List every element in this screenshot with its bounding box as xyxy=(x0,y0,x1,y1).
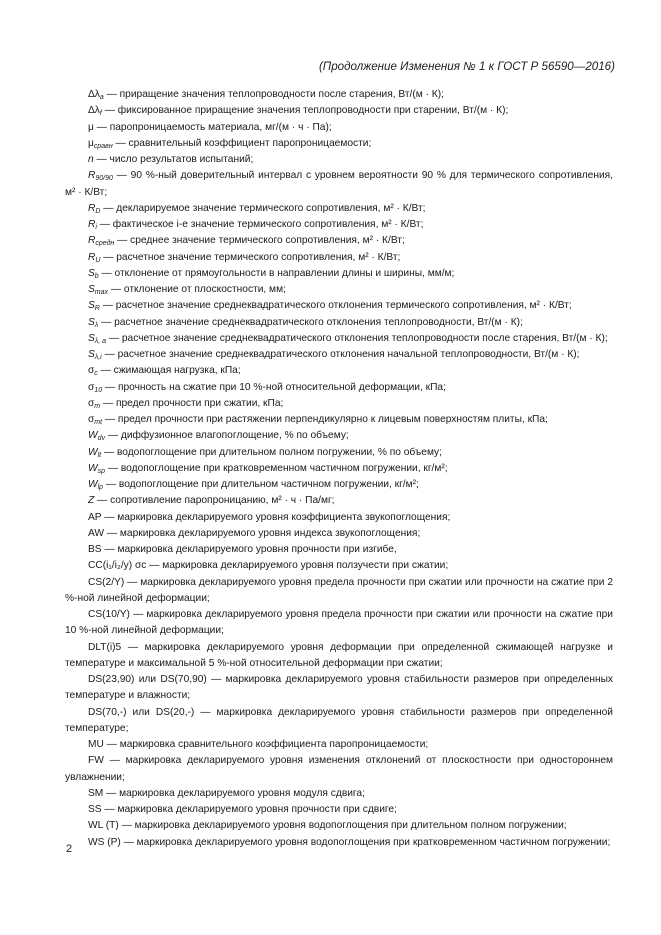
definition-symbol: Z xyxy=(88,495,95,507)
definition-item xyxy=(65,233,613,249)
definition-item xyxy=(65,282,613,298)
definition-symbol: W xyxy=(88,479,98,490)
definition-item xyxy=(65,607,613,640)
definition-symbol: AP xyxy=(88,511,102,523)
definition-text: — отклонение от прямоугольности в направлении длины и ширины, мм/м; xyxy=(98,267,455,279)
definition-item xyxy=(65,347,613,363)
definition-text: — паропроницаемость материала, мг/(м · ч · Па); xyxy=(93,121,332,133)
definition-text: — маркировка сравнительного коэффициента паропроницаемости; xyxy=(103,739,429,750)
definition-subscript: lp xyxy=(97,484,104,491)
definition-subscript: i xyxy=(95,224,97,231)
definition-text: — расчетное значение среднеквадратического отклонения теплопроводности после старения, Вт/(м · К); xyxy=(106,332,608,344)
definition-subscript: a xyxy=(99,94,104,101)
definition-symbol: S xyxy=(88,284,95,295)
definition-item xyxy=(65,266,613,282)
definition-text: — маркировка декларируемого уровня водопоглощения при длительном полном погружении; xyxy=(118,820,567,832)
definition-text: — маркировка декларируемого уровня стабильности размеров при определенной температуре; xyxy=(65,706,613,734)
definition-subscript: U xyxy=(95,256,101,264)
definition-item xyxy=(65,168,613,201)
definition-text: — 90 %-ный доверительный интервал с уровнем вероятности 90 % для термического сопротивления, м² · К/Вт; xyxy=(65,170,613,198)
definition-item xyxy=(65,705,613,738)
definition-subscript: λ xyxy=(94,321,99,329)
definition-symbol: MU xyxy=(88,739,104,750)
definition-symbol: μ xyxy=(88,121,94,133)
definition-item xyxy=(65,672,613,705)
definition-text: — маркировка декларируемого уровня предела прочности при сжатии или прочности на сжатие при 2 %-ной линейной деформации; xyxy=(65,576,613,604)
definition-text: — фактическое i-е значение термического сопротивления, м² · К/Вт; xyxy=(96,219,424,230)
definition-symbol: R xyxy=(88,235,96,247)
definition-symbol: AW xyxy=(88,527,105,539)
definition-item xyxy=(65,640,613,673)
definition-symbol: CS(10/Y) xyxy=(88,609,130,620)
definition-item xyxy=(65,380,613,396)
definition-text: — предел прочности при сжатии, кПа; xyxy=(100,397,284,409)
definition-item xyxy=(65,103,613,119)
definition-symbol: CC(i₁/i₂/y) σc xyxy=(88,560,147,572)
definition-symbol: WL (T) xyxy=(88,820,119,832)
definition-symbol: R xyxy=(88,170,96,182)
definition-symbol: FW xyxy=(88,755,104,767)
definition-subscript: λ, a xyxy=(94,337,107,345)
definition-item xyxy=(65,201,613,217)
definition-subscript: c xyxy=(94,370,98,378)
definition-symbol: S xyxy=(88,316,95,328)
definition-subscript: dv xyxy=(97,435,106,443)
definition-item xyxy=(65,526,613,542)
definition-subscript: λ,i xyxy=(94,354,102,361)
definition-text: — маркировка декларируемого уровня водопоглощения при кратковременном частичном погружении; xyxy=(120,836,611,848)
definition-symbol: BS xyxy=(88,544,102,555)
definition-symbol: SS xyxy=(88,804,102,815)
definition-symbol: R xyxy=(88,202,96,214)
definition-subscript: сравн xyxy=(93,142,113,150)
definition-item xyxy=(65,737,613,753)
definition-symbol: DS(70,-) или DS(20,-) xyxy=(88,706,195,718)
definition-subscript: sp xyxy=(97,467,106,475)
definition-text: — маркировка декларируемого уровня изменения отклонений от плоскостности при одностороннем увлажнении; xyxy=(65,755,613,783)
definition-symbol: μ xyxy=(88,137,94,149)
definition-symbol: R xyxy=(88,251,96,263)
definition-text: — декларируемое значение термического сопротивления, м² · К/Вт; xyxy=(100,202,426,214)
definition-item xyxy=(65,558,613,574)
definition-symbol: S xyxy=(88,300,95,312)
definition-item xyxy=(65,315,613,331)
definition-item xyxy=(65,510,613,526)
definition-symbol: n xyxy=(88,154,94,165)
definition-item xyxy=(65,396,613,412)
definition-text: — водопоглощение при длительном частичном погружении, кг/м²; xyxy=(103,479,419,490)
definition-symbol: S xyxy=(88,332,95,344)
definition-text: — среднее значение термического сопротивления, м² · К/Вт; xyxy=(114,235,405,247)
page-number: 2 xyxy=(66,843,73,855)
definition-item xyxy=(65,493,613,509)
definition-subscript: lt xyxy=(97,451,102,459)
definition-text: — водопоглощение при кратковременном частичном погружении, кг/м²; xyxy=(105,462,448,474)
definition-subscript: m xyxy=(94,402,101,410)
definition-text: — маркировка декларируемого уровня ползучести при сжатии; xyxy=(146,560,449,572)
definition-text: — расчетное значение термического сопротивления, м² · К/Вт; xyxy=(100,251,401,263)
definition-text: — предел прочности при растяжении перпендикулярно к лицевым поверхностям плиты, кПа; xyxy=(102,414,548,425)
definition-symbol: σ xyxy=(88,414,95,425)
definition-item xyxy=(65,818,613,834)
definition-text: — маркировка декларируемого уровня модуля сдвига; xyxy=(103,787,365,799)
definition-text: — маркировка декларируемого уровня стабильности размеров при определенных температуре и влажности; xyxy=(65,674,613,702)
definition-text: — маркировка декларируемого уровня предела прочности при сжатии или прочности на сжатие при 10 %-ной линейной деформации; xyxy=(65,609,613,637)
definition-text: — сопротивление паропроницанию, м² · ч · Па/мг; xyxy=(94,495,335,507)
definition-symbol: R xyxy=(88,219,96,230)
definition-symbol: WS (P) xyxy=(88,836,121,848)
definition-text: — фиксированное приращение значения теплопроводности при старении, Вт/(м · К); xyxy=(101,105,509,117)
definition-subscript: средн xyxy=(95,240,115,248)
definition-subscript: 10 xyxy=(94,386,103,394)
definition-item xyxy=(65,786,613,802)
definition-text: — расчетное значение среднеквадратического отклонения теплопроводности, Вт/(м · К); xyxy=(98,316,523,328)
definition-subscript: 90/90 xyxy=(95,175,113,183)
definition-text: — маркировка декларируемого уровня прочности при изгибе, xyxy=(101,544,397,555)
definitions-list xyxy=(65,87,613,851)
definition-item xyxy=(65,835,613,851)
definition-item xyxy=(65,363,613,379)
definition-text: — отклонение от плоскостности, мм; xyxy=(108,284,286,295)
definition-text: — сжимающая нагрузка, кПа; xyxy=(97,365,241,377)
definition-text: — число результатов испытаний; xyxy=(93,154,254,165)
definition-subscript: f xyxy=(99,110,102,118)
definition-text: — диффузионное влагопоглощение, % по объему; xyxy=(105,430,349,442)
definition-symbol: W xyxy=(88,430,98,442)
definition-subscript: mt xyxy=(94,419,103,426)
definition-subscript: D xyxy=(95,207,101,215)
definition-item xyxy=(65,542,613,558)
definition-item xyxy=(65,445,613,461)
definition-symbol: σ xyxy=(88,381,95,393)
definition-text: — маркировка декларируемого уровня индекса звукопоглощения; xyxy=(104,527,421,539)
definition-subscript: b xyxy=(94,272,99,280)
definition-item xyxy=(65,136,613,152)
definition-item xyxy=(65,412,613,428)
definition-symbol: σ xyxy=(88,365,95,377)
definition-text: — маркировка декларируемого уровня прочности при сдвиге; xyxy=(101,804,397,815)
definition-text: — сравнительный коэффициент паропроницаемости; xyxy=(112,137,372,149)
definition-item xyxy=(65,87,613,103)
definition-text: — приращение значения теплопроводности после старения, Вт/(м · К); xyxy=(103,89,444,100)
definition-text: — прочность на сжатие при 10 %-ной относительной деформации, кПа; xyxy=(102,381,446,393)
definition-item xyxy=(65,575,613,608)
definition-item xyxy=(65,477,613,493)
definition-item xyxy=(65,331,613,347)
definition-item xyxy=(65,298,613,314)
definition-item xyxy=(65,428,613,444)
definition-symbol: Δλ xyxy=(88,89,100,100)
definition-symbol: S xyxy=(88,349,95,360)
definition-symbol: Δλ xyxy=(88,105,100,117)
definition-symbol: σ xyxy=(88,397,95,409)
running-header: (Продолжение Изменения № 1 к ГОСТ Р 56590—2016) xyxy=(318,60,615,73)
definition-subscript: max xyxy=(94,289,109,296)
definition-item xyxy=(65,802,613,818)
definition-symbol: W xyxy=(88,446,98,458)
definition-symbol: SM xyxy=(88,787,104,799)
definition-text: — расчетное значение среднеквадратического отклонения начальной теплопроводности, Вт/(м · К); xyxy=(101,349,580,360)
definition-text: — водопоглощение при длительном полном погружении, % по объему; xyxy=(101,446,442,458)
definition-text: — маркировка декларируемого уровня деформации при определенной сжимающей нагрузке и температуре и максимальной 5 %-ной относительной деформации при сжатии; xyxy=(65,641,613,669)
definition-subscript: R xyxy=(94,305,100,313)
definition-item xyxy=(65,753,613,786)
definition-symbol: S xyxy=(88,267,95,279)
definition-symbol: DS(23,90) или DS(70,90) xyxy=(88,674,207,685)
definition-symbol: W xyxy=(88,462,98,474)
definition-item xyxy=(65,217,613,233)
definition-text: — маркировка декларируемого уровня коэффициента звукопоглощения; xyxy=(101,511,451,523)
definition-symbol: DLT(i)5 xyxy=(88,641,122,653)
definition-item xyxy=(65,152,613,168)
definition-item xyxy=(65,120,613,136)
definition-symbol: CS(2/Y) xyxy=(88,576,125,588)
definition-text: — расчетное значение среднеквадратического отклонения термического сопротивления, м² · К/Вт; xyxy=(99,300,572,312)
definition-item xyxy=(65,461,613,477)
definition-item xyxy=(65,250,613,266)
